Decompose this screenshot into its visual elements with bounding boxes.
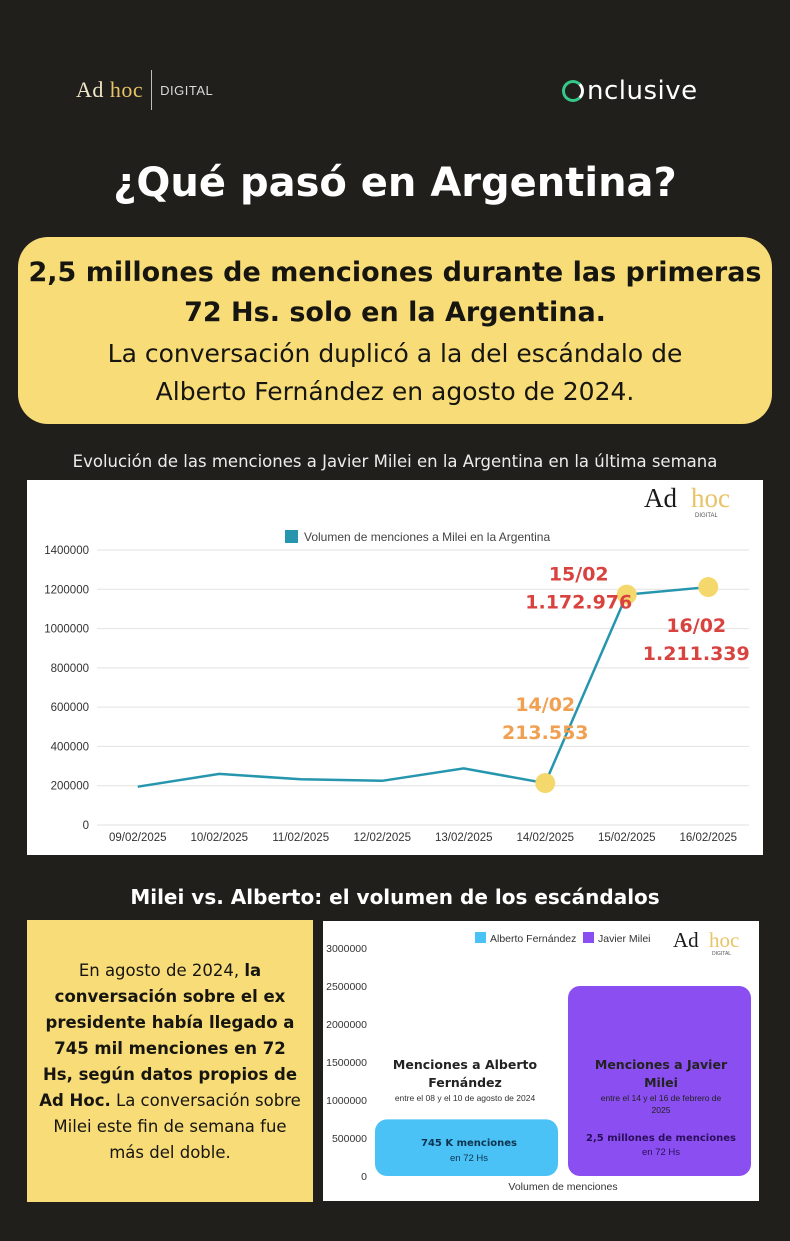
highlight-line-1: 2,5 millones de menciones durante las primeras	[28, 257, 762, 288]
bar-sublabel: en 72 Hs	[641, 1147, 681, 1158]
bar-chart-panel	[323, 921, 759, 1201]
adhoc-logo-digital: DIGITAL	[160, 82, 214, 98]
legend-swatch	[583, 932, 594, 943]
annotation-title: Menciones a Alberto	[392, 1057, 538, 1072]
y-tick-label: 200000	[50, 780, 89, 793]
legend-label: Alberto Fernández	[490, 933, 577, 945]
x-tick-label: 15/02/2025	[597, 832, 656, 844]
watermark-digital: DIGITAL	[712, 951, 732, 957]
bar-label: 2,5 millones de menciones	[586, 1133, 736, 1144]
data-point-highlight	[698, 577, 718, 597]
adhoc-logo	[76, 70, 213, 110]
y-tick-label: 800000	[50, 662, 89, 675]
annotation-title-2: Milei	[644, 1075, 678, 1090]
series-line	[138, 587, 709, 787]
y-tick-label: 2000000	[326, 1019, 367, 1031]
bar-chart	[323, 921, 759, 1201]
y-tick-label: 1400000	[44, 545, 89, 557]
y-tick-label: 1200000	[44, 584, 89, 597]
data-point-highlight	[535, 773, 555, 793]
legend-swatch	[475, 932, 486, 943]
annotation-period: entre el 14 y el 16 de febrero de	[600, 1093, 722, 1103]
legend-swatch	[285, 530, 298, 543]
page-title: ¿Qué pasó en Argentina?	[113, 160, 677, 206]
x-tick-label: 16/02/2025	[679, 832, 738, 844]
y-tick-label: 0	[361, 1171, 367, 1183]
watermark-digital: DIGITAL	[695, 513, 718, 519]
text-part-1: En agosto de 2024,	[78, 961, 245, 980]
line-chart-panel	[27, 480, 763, 855]
x-tick-label: 10/02/2025	[190, 832, 249, 844]
legend-label: Volumen de menciones a Milei en la Argentina	[304, 530, 551, 544]
watermark-hoc: hoc	[709, 928, 740, 952]
y-tick-label: 2500000	[326, 981, 367, 993]
annotation-title-2: Fernández	[428, 1075, 502, 1090]
text-part-2: La conversación sobre Milei este fin de semana fue más del doble.	[53, 1091, 301, 1162]
highlight-line-3: La conversación duplicó a la del escándalo de	[107, 339, 683, 368]
highlight-line-2: 72 Hs. solo en la Argentina.	[184, 297, 606, 328]
watermark-ad: Ad	[673, 928, 699, 952]
bar-sublabel: en 72 Hs	[449, 1153, 489, 1164]
line-chart	[27, 480, 763, 855]
data-label-value: 1.172.976	[525, 591, 633, 614]
watermark-ad: Ad	[644, 483, 677, 513]
data-label-value: 213.553	[501, 722, 589, 745]
legend-label: Javier Milei	[598, 933, 651, 945]
y-tick-label: 400000	[50, 741, 89, 754]
annotation-period-2: 2025	[651, 1105, 671, 1115]
highlight-box	[18, 237, 772, 424]
x-tick-label: 13/02/2025	[434, 832, 493, 844]
y-tick-label: 3000000	[326, 943, 367, 955]
y-tick-label: 1000000	[326, 1095, 367, 1107]
annotation-title: Menciones a Javier	[594, 1057, 728, 1072]
chart-caption: Evolución de las menciones a Javier Milei en la Argentina en la última semana	[72, 452, 718, 471]
section-title-comparison: Milei vs. Alberto: el volumen de los escándalos	[130, 885, 660, 909]
comparison-text-box	[27, 920, 313, 1202]
x-tick-label: 14/02/2025	[516, 832, 575, 844]
x-tick-label: 12/02/2025	[353, 832, 412, 844]
x-tick-label: 09/02/2025	[108, 832, 167, 844]
logo-divider	[151, 70, 152, 110]
data-label-date: 16/02	[666, 615, 727, 638]
highlight-line-4: Alberto Fernández en agosto de 2024.	[155, 377, 635, 406]
text-bold-part: la conversación sobre el ex presidente había llegado a 745 mil menciones en 72 Hs, según datos propios de Ad Hoc.	[39, 961, 298, 1110]
adhoc-logo-wordmark: Ad hoc	[76, 77, 144, 102]
watermark-hoc: hoc	[691, 483, 730, 513]
x-axis-label: Volumen de menciones	[508, 1181, 618, 1193]
onclusive-wordmark: nclusive	[587, 76, 698, 106]
y-tick-label: 0	[82, 820, 89, 832]
x-tick-label: 11/02/2025	[272, 832, 330, 844]
data-label-value: 1.211.339	[642, 643, 750, 666]
annotation-period: entre el 08 y el 10 de agosto de 2024	[394, 1093, 536, 1103]
y-tick-label: 1000000	[44, 623, 89, 636]
y-tick-label: 600000	[50, 702, 89, 715]
y-tick-label: 500000	[331, 1133, 367, 1145]
data-label-date: 14/02	[515, 694, 576, 717]
data-label-date: 15/02	[548, 563, 609, 586]
bar-label: 745 K menciones	[421, 1138, 517, 1149]
onclusive-ring-icon	[562, 80, 584, 102]
onclusive-logo	[562, 74, 698, 108]
y-tick-label: 1500000	[326, 1057, 367, 1069]
